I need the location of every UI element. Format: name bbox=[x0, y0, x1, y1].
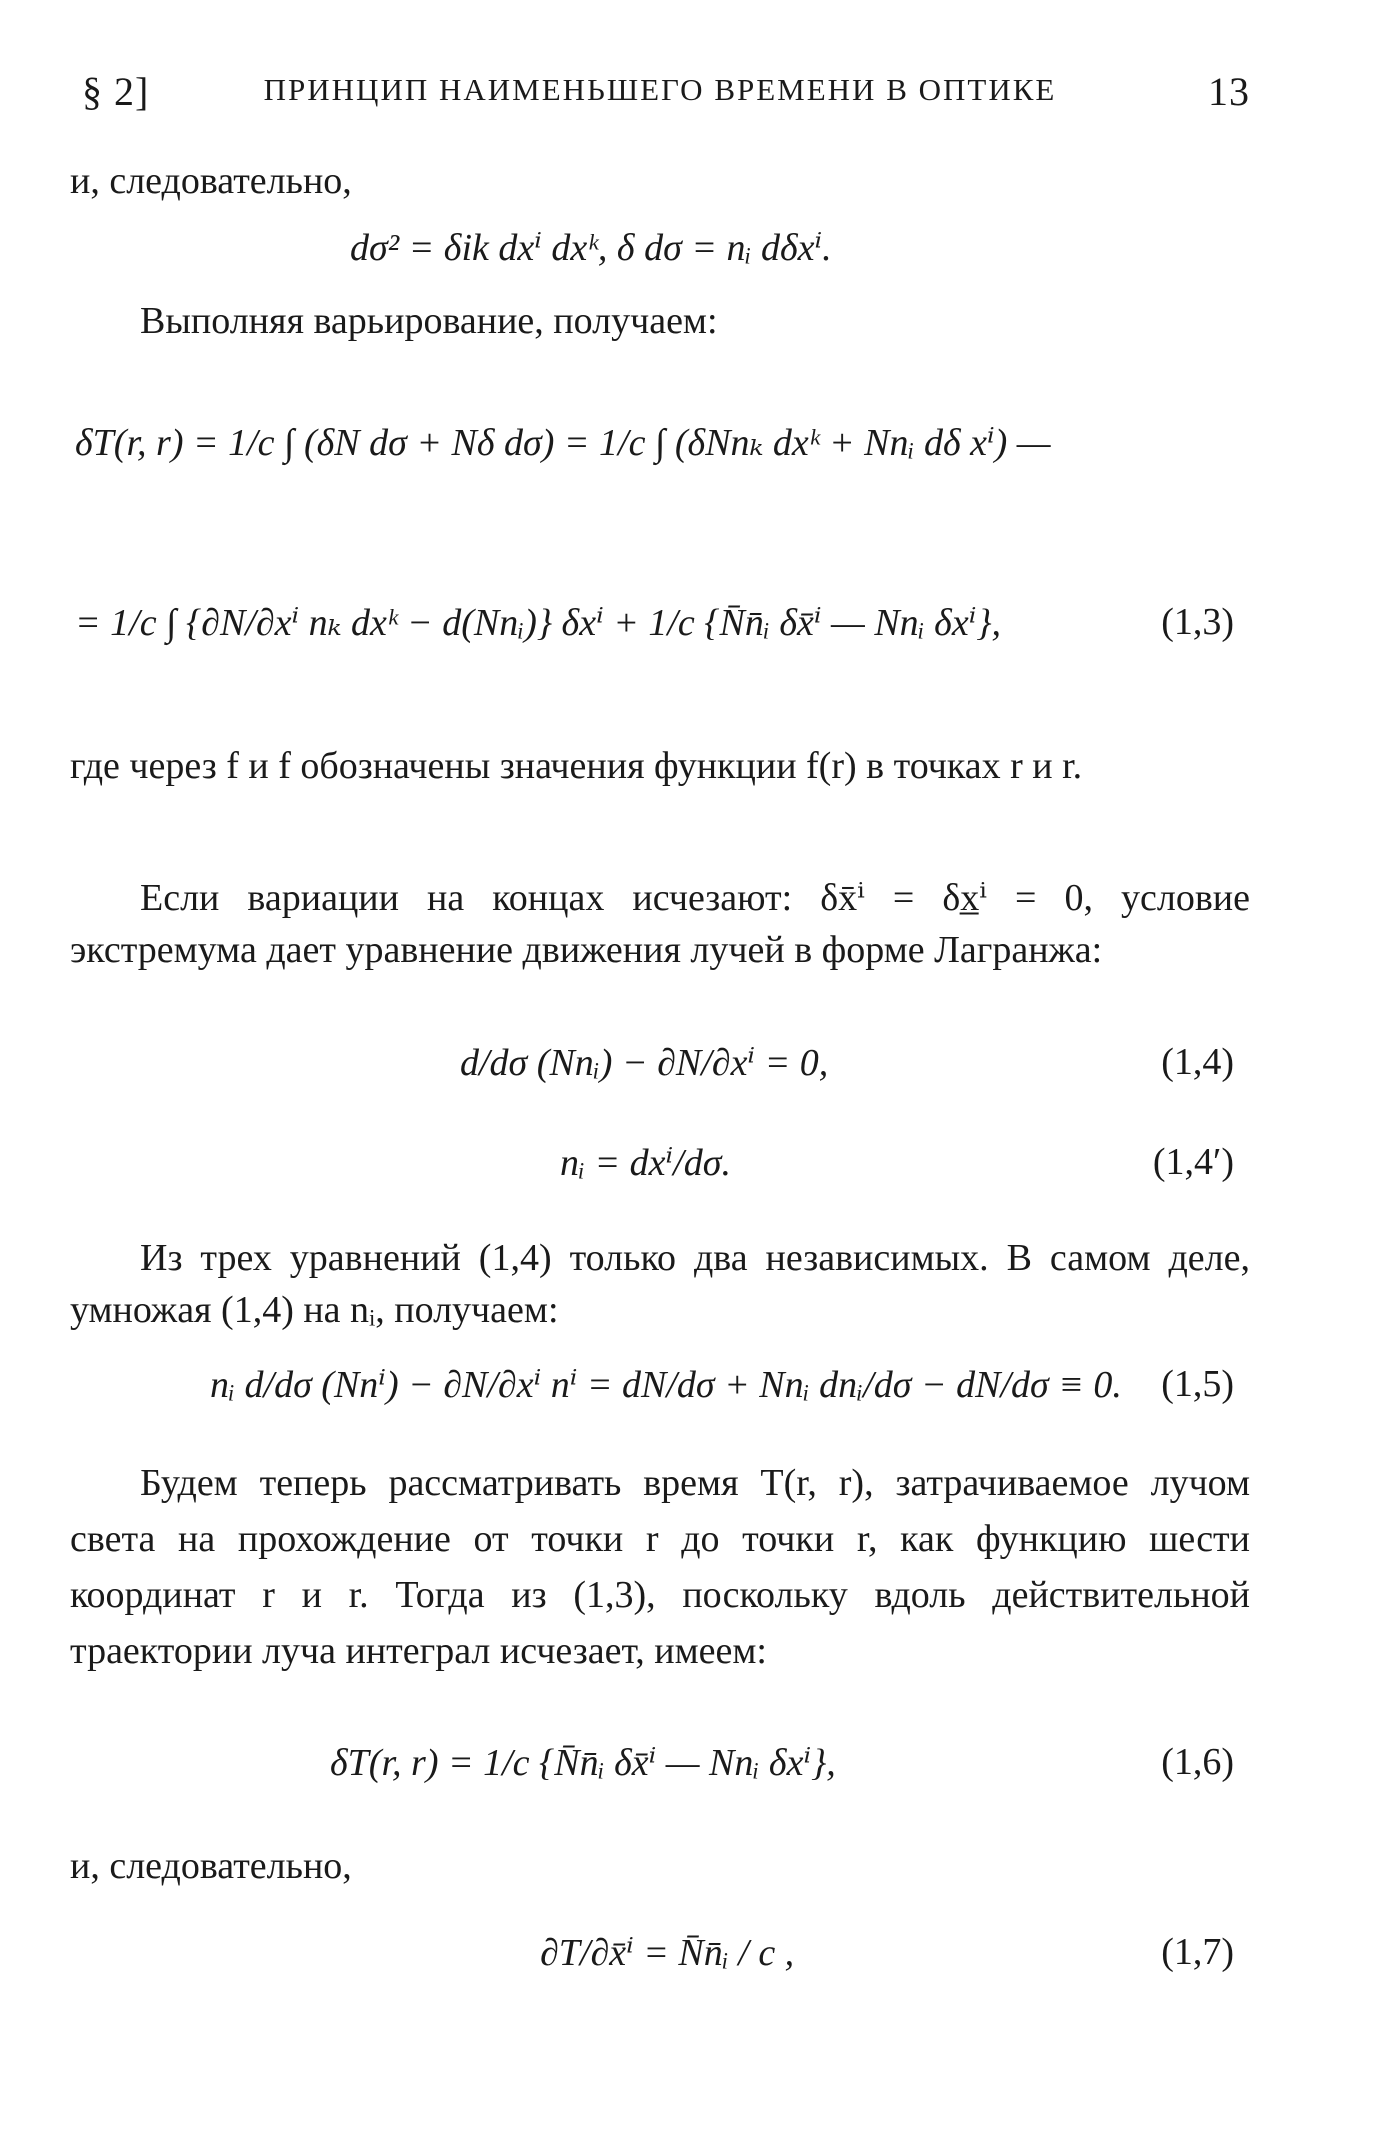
paragraph-4: Если вариации на концах исчезают: δx̄ⁱ = δx̲ⁱ = 0, условие экстремума дает уравнение движения лучей в форме Лагранжа: bbox=[70, 877, 1250, 971]
paragraph-3: где через f и f обозначены значения функции f(r) в точках r и r. bbox=[70, 745, 1083, 787]
running-title: ПРИНЦИП НАИМЕНЬШЕГО ВРЕМЕНИ В ОПТИКЕ bbox=[263, 72, 1057, 107]
paragraph-5: Из трех уравнений (1,4) только два независимых. В самом деле, умножая (1,4) на nᵢ, получаем: bbox=[70, 1237, 1250, 1331]
equation-1-4: d/dσ (Nnᵢ) − ∂N/∂xⁱ = 0, bbox=[460, 1042, 829, 1084]
equation-1-4-prime: nᵢ = dxⁱ/dσ. bbox=[560, 1142, 731, 1184]
equation-1-5: nᵢ d/dσ (Nnⁱ) − ∂N/∂xⁱ nⁱ = dN/dσ + Nnᵢ dnᵢ/dσ − dN/dσ ≡ 0. bbox=[210, 1364, 1122, 1406]
paragraph-7: и, следовательно, bbox=[70, 1845, 352, 1887]
paragraph-2: Выполняя варьирование, получаем: bbox=[140, 300, 718, 342]
equation-number-1-3: (1,3) bbox=[1161, 601, 1234, 643]
equation-number-1-6: (1,6) bbox=[1161, 1741, 1234, 1783]
paragraph-6: Будем теперь рассматривать время T(r, r), затрачиваемое лучом света на прохождение от точки r до точки r, как функцию шести координат r и r. Тогда из (1,3), поскольку вдоль действительной траектории луча интеграл исчезает, имеем: bbox=[70, 1462, 1250, 1672]
equation-1-7: ∂T/∂x̄ⁱ = N̄n̄ᵢ / c , bbox=[540, 1932, 795, 1974]
equation-number-1-4-prime: (1,4′) bbox=[1152, 1141, 1234, 1183]
equation-1-6: δT(r, r) = 1/c {N̄n̄ᵢ δx̄ⁱ — Nnᵢ δxⁱ}, bbox=[330, 1742, 836, 1784]
equation-dsigma: dσ² = δik dxⁱ dxᵏ, δ dσ = nᵢ dδxⁱ. bbox=[350, 227, 832, 269]
equation-1-3-line-1: δT(r, r) = 1/c ∫ (δN dσ + Nδ dσ) = 1/c ∫ (δNnₖ dxᵏ + Nnᵢ dδ xⁱ) — bbox=[75, 422, 1051, 464]
page-header bbox=[70, 60, 1250, 120]
page-number: 13 bbox=[1208, 69, 1250, 114]
section-marker: § 2] bbox=[82, 69, 150, 114]
equation-number-1-5: (1,5) bbox=[1161, 1363, 1234, 1405]
paragraph-1: и, следовательно, bbox=[70, 160, 352, 202]
equation-number-1-7: (1,7) bbox=[1161, 1931, 1234, 1973]
equation-number-1-4: (1,4) bbox=[1161, 1041, 1234, 1083]
equation-1-3-line-2: = 1/c ∫ {∂N/∂xⁱ nₖ dxᵏ − d(Nnᵢ)} δxⁱ + 1/c {N̄n̄ᵢ δx̄ⁱ — Nnᵢ δxⁱ}, bbox=[75, 602, 1002, 644]
